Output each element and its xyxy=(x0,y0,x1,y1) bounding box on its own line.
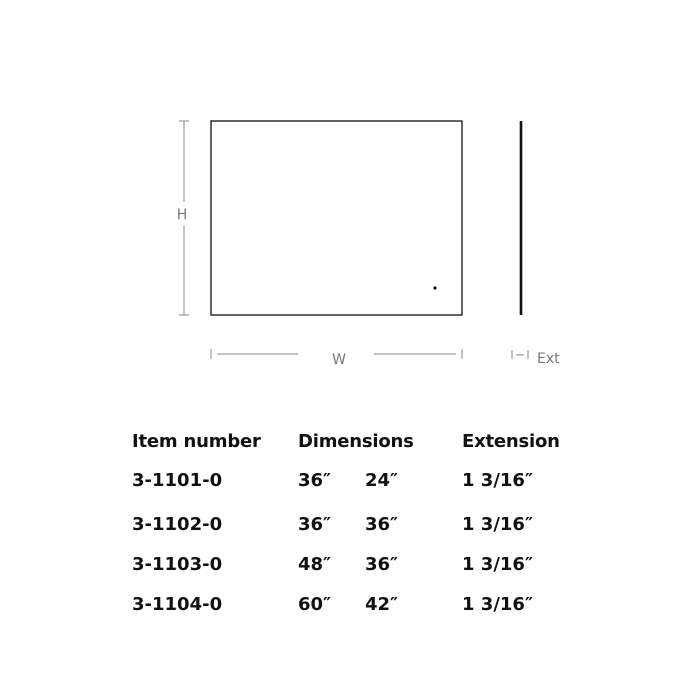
table-row xyxy=(132,456,572,504)
width-cell: 36″ xyxy=(298,513,332,535)
table-row xyxy=(132,504,572,544)
front-view-outline xyxy=(211,121,462,315)
extension-cell: 1 3/16″ xyxy=(462,593,533,615)
table-header-row xyxy=(132,426,572,456)
item-number-cell: 3-1104-0 xyxy=(132,593,223,615)
header-extension: Extension xyxy=(462,430,560,452)
height-cell: 36″ xyxy=(365,513,399,535)
height-cell: 24″ xyxy=(365,469,399,491)
header-dimensions: Dimensions xyxy=(298,430,414,452)
width-cell: 36″ xyxy=(298,469,332,491)
extension-cell: 1 3/16″ xyxy=(462,513,533,535)
extension-cell: 1 3/16″ xyxy=(462,469,533,491)
width-label: W xyxy=(332,352,346,368)
sensor-dot xyxy=(433,286,436,289)
item-number-cell: 3-1103-0 xyxy=(132,553,223,575)
table-row xyxy=(132,584,572,624)
height-cell: 42″ xyxy=(365,593,399,615)
spec-table xyxy=(132,426,572,624)
extension-label: Ext xyxy=(537,351,560,367)
height-cell: 36″ xyxy=(365,553,399,575)
table-row xyxy=(132,544,572,584)
width-cell: 48″ xyxy=(298,553,332,575)
width-cell: 60″ xyxy=(298,593,332,615)
height-label: H xyxy=(176,207,188,223)
header-item-number: Item number xyxy=(132,430,261,452)
item-number-cell: 3-1101-0 xyxy=(132,469,223,491)
extension-dimension xyxy=(512,350,528,359)
extension-cell: 1 3/16″ xyxy=(462,553,533,575)
item-number-cell: 3-1102-0 xyxy=(132,513,223,535)
